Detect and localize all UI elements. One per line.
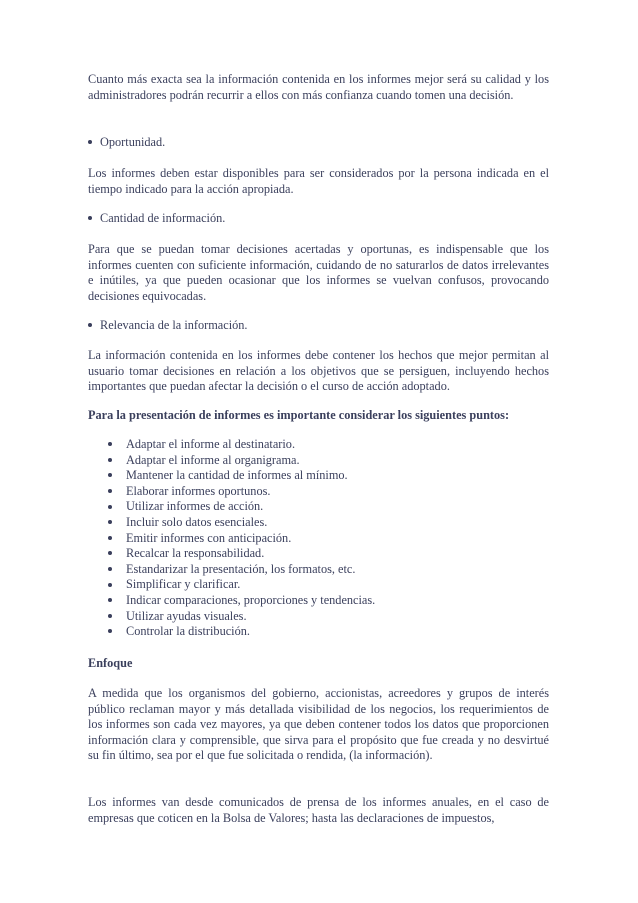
- bullet-icon: [88, 323, 92, 327]
- point-label: Utilizar informes de acción.: [126, 499, 264, 514]
- bullet-oportunidad: [88, 135, 549, 151]
- bullet-icon: [108, 489, 112, 493]
- bullet-relevancia: [88, 318, 549, 334]
- bullet-icon: [108, 473, 112, 477]
- point-label: Incluir solo datos esenciales.: [126, 515, 268, 529]
- point-label: Utilizar ayudas visuales.: [126, 608, 247, 623]
- point-item: [88, 468, 348, 484]
- bullet-icon: [108, 567, 112, 571]
- point-label: Adaptar el informe al destinatario.: [126, 437, 296, 451]
- intro-paragraph: Cuanto más exacta sea la información contenida en los informes mejor será su calidad y los administradores podrán recurrir a ellos con más confianza cuando tomen una decisión.: [88, 72, 549, 102]
- oportunidad-paragraph: Los informes deben estar disponibles para ser considerados por la persona indicada en el tiempo indicado para la acción apropiada.: [88, 166, 549, 196]
- enfoque-paragraph: A medida que los organismos del gobierno, accionistas, acreedores y grupos de interés público reclaman mayor y más detallada visibilidad de los negocios, los requerimientos de los informes son cada vez mayores, ya que deben contener todos los datos que proporcionen información clara y comprensible, que sirva para el propósito que fue creada y no desvirtué su fin último, sea por el que fue solicitada o rendida, (la información).: [88, 686, 549, 763]
- point-label: Indicar comparaciones, proporciones y tendencias.: [126, 593, 376, 607]
- bullet-label: Relevancia de la información.: [100, 318, 248, 332]
- point-item: [88, 437, 295, 453]
- enfoque-heading: Enfoque: [88, 656, 133, 670]
- bullet-icon: [108, 442, 112, 446]
- bullet-icon: [108, 598, 112, 602]
- point-label: Elaborar informes oportunos.: [126, 483, 271, 498]
- point-label: Estandarizar la presentación, los formatos, etc.: [126, 561, 356, 576]
- bullet-icon: [108, 458, 112, 462]
- point-item: [88, 562, 355, 578]
- bullet-icon: [108, 614, 112, 618]
- point-item: [88, 577, 240, 593]
- point-label: Emitir informes con anticipación.: [126, 530, 292, 545]
- bullet-cantidad: [88, 211, 549, 227]
- bullet-icon: [108, 551, 112, 555]
- bullet-label: Oportunidad.: [100, 135, 166, 149]
- bullet-label: Cantidad de información.: [100, 211, 226, 225]
- point-item: [88, 499, 263, 515]
- informes-paragraph: Los informes van desde comunicados de prensa de los informes anuales, en el caso de empresas que coticen en la Bolsa de Valores; hasta las declaraciones de impuestos,: [88, 795, 549, 825]
- bullet-icon: [108, 520, 112, 524]
- point-item: [88, 453, 300, 469]
- point-label: Controlar la distribución.: [126, 624, 250, 639]
- presentacion-heading: Para la presentación de informes es importante considerar los siguientes puntos:: [88, 408, 510, 422]
- cantidad-paragraph: Para que se puedan tomar decisiones acertadas y oportunas, es indispensable que los informes cuenten con suficiente información, cuidando de no saturarlos de datos irrelevantes e inútiles, ya que pueden ocasionar que los informes se vuelvan confusos, provocando decisiones equivocadas.: [88, 242, 549, 303]
- point-item: [88, 484, 270, 500]
- point-item: [88, 531, 291, 547]
- bullet-icon: [108, 536, 112, 540]
- point-label: Adaptar el informe al organigrama.: [126, 452, 300, 467]
- point-item: [88, 624, 250, 640]
- bullet-icon: [88, 140, 92, 144]
- relevancia-paragraph: La información contenida en los informes debe contener los hechos que mejor permitan al usuario tomar decisiones en relación a los objetivos que se persiguen, incluyendo hechos importantes que puedan afectar la decisión o el curso de acción adoptado.: [88, 348, 549, 394]
- point-item: [88, 593, 375, 609]
- point-label: Recalcar la responsabilidad.: [126, 546, 265, 561]
- point-label: Simplificar y clarificar.: [126, 577, 241, 592]
- point-item: [88, 609, 247, 625]
- bullet-icon: [108, 583, 112, 587]
- point-item: [88, 515, 267, 531]
- bullet-icon: [88, 216, 92, 220]
- bullet-icon: [108, 629, 112, 633]
- point-item: [88, 546, 264, 562]
- point-label: Mantener la cantidad de informes al mínimo.: [126, 468, 348, 483]
- bullet-icon: [108, 505, 112, 509]
